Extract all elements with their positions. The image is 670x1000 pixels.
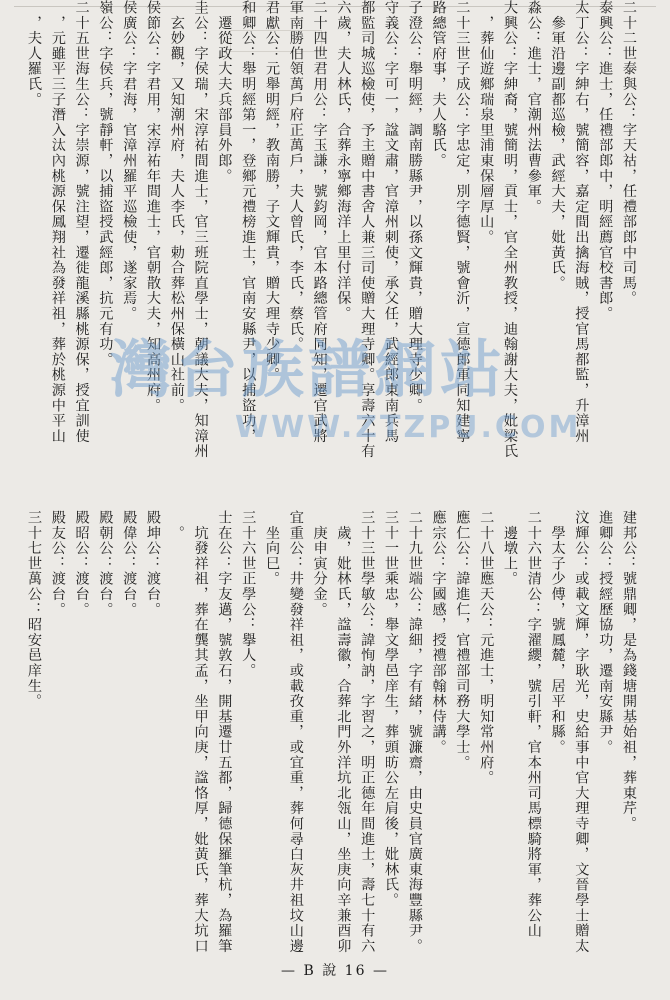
text-column: 庚申寅分金。 bbox=[311, 510, 328, 618]
text-column: 應宗公：字國感，授禮部翰林侍講。 bbox=[430, 510, 447, 755]
text-column: 二十六世清公：字濯纓，號引軒，官本州司馬標騎將軍，葬公山 bbox=[525, 510, 542, 939]
text-column: 殿坤公：渡台。 bbox=[145, 510, 161, 618]
text-column: 守義公：字可一，諡文肅，官漳州刺使，承父任，武經郎東南兵馬 bbox=[383, 0, 399, 444]
text-column: 三十三世學敏公：諱恂訥，字習之，明正德年間進士，壽七十有六 bbox=[359, 510, 376, 954]
text-column: 二十八世應天公：元進士，明知常州府。 bbox=[478, 510, 495, 786]
text-column: 君獻公：元舉明經，教南勝，子文輝貴，贈大理寺少卿。 bbox=[264, 0, 280, 383]
text-column: 六歲，夫人林氏，合葬永寧鄉海洋上里付洋保。 bbox=[335, 0, 352, 322]
text-column: 。 bbox=[168, 510, 185, 541]
text-column: 嶺公：字侯兵，號靜軒，以捕盜授武經郎，抗元有功。 bbox=[97, 0, 114, 368]
text-column: 淼公：進士，官潮州法曹參軍。 bbox=[525, 0, 542, 215]
text-column: 坑發祥祖，葬在龔其孟，坐甲向庚，諡恪厚，妣黃氏，葬大坑口 bbox=[192, 510, 209, 954]
text-column: 二十九世端公：諱細，字有緒，號濂齋，由史員官廣東海豐縣尹。 bbox=[406, 510, 423, 954]
text-column: 士在公：字友邁，號敦石，開基遷廿五都，歸德保羅筆杭，為羅筆 bbox=[216, 510, 233, 954]
text-column: 侯廣公：字君海，官漳州羅平巡檢使，遂家焉。 bbox=[121, 0, 138, 322]
text-column: 圭公：字侯瑞，宋淳祐間進士，官三班院直學士，朝議大夫，知漳州 bbox=[192, 0, 209, 459]
text-column: 太丁公：字紳右，號簡容，嘉定間出擒海賊，授官馬都監，升漳州 bbox=[573, 0, 590, 444]
text-column: 三十六世正學公：擧人。 bbox=[240, 510, 257, 679]
text-column: ，元雖平三子潛入汰內桃源保鳳翔社為發祥祖，葬於桃源中平山 bbox=[49, 0, 66, 444]
text-column: 殿昭公：渡台。 bbox=[73, 510, 90, 618]
text-column: 參軍沿邊副都巡檢，武經大夫，妣黃氏。 bbox=[549, 0, 566, 291]
text-column: 侯節公：字君用，宋淳祐年間進士，官朝散大夫，知高州府。 bbox=[145, 0, 161, 414]
text-column: 二十三世子成公：字忠定，別字德賢，號會沂，宣德郎軍同知建寧 bbox=[454, 0, 471, 444]
page-number: — B 說 16 — bbox=[281, 963, 389, 979]
watermark-text: 灣台族譜網站 bbox=[110, 333, 507, 406]
watermark-url: WWW.ZTZPU.COM bbox=[235, 410, 582, 445]
text-column: 汶輝公：或載文輝，字耿光，史給事中官大理寺卿，文晉學士贈太 bbox=[573, 510, 590, 954]
text-column: 二十四世君用公：字玉謙，號鈞岡，官本路總管府同知，遷官武將 bbox=[311, 0, 328, 444]
text-column: 遷從政大夫兵部員外郎。 bbox=[216, 0, 233, 184]
text-column: 進卿公：授經歷協功，遷南安縣尹。 bbox=[597, 510, 614, 755]
text-column: 大興公：字紳裔，號簡明，貢士，官全州教授，迪翰謝大夫，妣梁氏 bbox=[502, 0, 518, 459]
lower-text-block bbox=[16, 510, 640, 960]
text-column: 殿友公：渡台。 bbox=[49, 510, 66, 618]
text-column: 建邦公：號鼎卿，是為錢塘開基始祖，葬東芹。 bbox=[621, 510, 637, 832]
text-column: 軍南勝伯領萬戶府正萬戶，夫人曾氏，李氏，蔡氏。 bbox=[287, 0, 304, 352]
text-column: ，葬仙遊鄉瑞泉里浦東保層厚山。 bbox=[478, 0, 495, 245]
text-column: 子澄公：舉明經，調南勝縣尹，以孫文輝貴，贈大理寺少卿。 bbox=[406, 0, 423, 414]
text-column: 殿偉公：渡台。 bbox=[121, 510, 138, 618]
text-column: ，夫人羅氏。 bbox=[26, 0, 42, 108]
text-column: 學太子少傅，號鳳麓，居平和縣。 bbox=[549, 510, 566, 755]
text-column: 都監司城巡檢使，予主贈中書舍人兼三司使贈大理寺卿。享壽六十有 bbox=[359, 0, 376, 459]
text-column: 和卿公：舉明經第一，登鄉元禮榜進士，官南安縣尹，以捕盜功， bbox=[240, 0, 257, 444]
text-column: 二十五世海生公：字崇源，號注望，遷徙龍溪縣桃源保，授宜訓使 bbox=[73, 0, 90, 444]
text-column: 玄妙觀，又知潮州府，夫人李氏，勅合葬松州保橫山社前。 bbox=[168, 0, 185, 414]
text-column: 宜重公：井變發祥祖，或載孜重，或宜重，葬何尋白灰井祖坟山邊 bbox=[287, 510, 304, 954]
text-column: 路總管府事，夫人駱氏。 bbox=[430, 0, 447, 169]
text-column: 坐向巳。 bbox=[264, 510, 280, 587]
text-column: 邊墩上。 bbox=[502, 510, 518, 587]
text-column: 歲，妣林氏，諡壽徽，合葬北門外洋坑北瓴山，坐庚向辛兼酉卯 bbox=[335, 510, 352, 954]
text-column: 應仁公：諱進仁，官禮部司務大學士。 bbox=[454, 510, 471, 771]
text-column: 殿朝公：渡台。 bbox=[97, 510, 114, 618]
text-column: 三十七世萬公：昭安邑庠生。 bbox=[26, 510, 42, 709]
text-column: 三十一世乘忠，舉文學邑庠生，葬頭昉公左肩後，妣林氏。 bbox=[383, 510, 399, 908]
text-column: 二十二世泰與公：字天祜，任禮部郎中司馬。 bbox=[621, 0, 637, 306]
text-column: 泰興公：進士，任禮部郎中，明經薦官校書郎。 bbox=[597, 0, 614, 322]
